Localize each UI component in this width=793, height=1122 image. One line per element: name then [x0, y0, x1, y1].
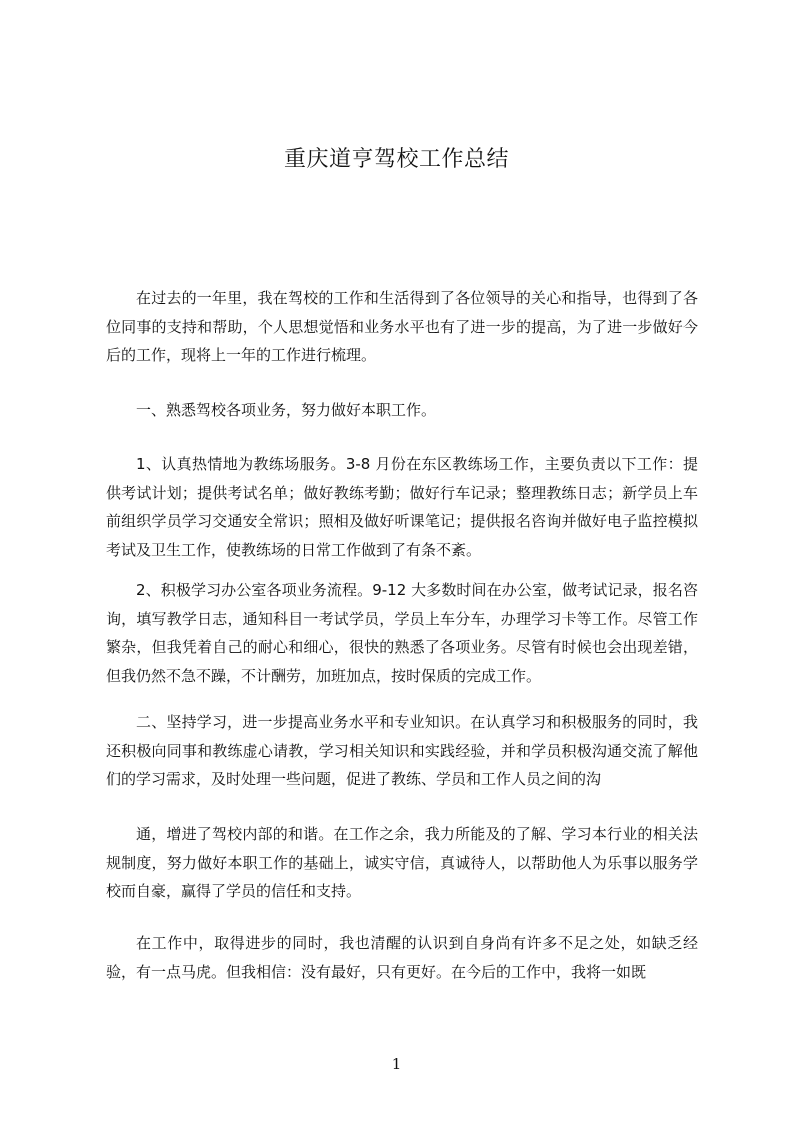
paragraph-section-2: 二、坚持学习，进一步提高业务水平和专业知识。在认真学习和积极服务的同时，我还积极向同事和教练虚心请教，学习相关知识和实践经验，并和学员积极沟通交流了解他们的学习需求，及时处理一些问题，促进了教练、学员和工作人员之间的沟 [106, 713, 698, 788]
paragraph-item-2: 2、积极学习办公室各项业务流程。9-12 大多数时间在办公室，做考试记录，报名咨询，填写教学日志，通知科目一考试学员，学员上车分车，办理学习卡等工作。尽管工作繁杂，但我凭着自己的耐心和细心，很快的熟悉了各项业务。尽管有时候也会出现差错，但我仍然不急不躁，不计酬劳，加班加点，按时保质的完成工作。 [106, 581, 698, 685]
paragraph-intro: 在过去的一年里，我在驾校的工作和生活得到了各位领导的关心和指导，也得到了各位同事的支持和帮助，个人思想觉悟和业务水平也有了进一步的提高，为了进一步做好今后的工作，现将上一年的工作进行梳理。 [106, 289, 698, 364]
paragraph-item-1: 1、认真热情地为教练场服务。3-8 月份在东区教练场工作，主要负责以下工作：提供考试计划；提供考试名单；做好教练考勤；做好行车记录；整理教练日志；新学员上车前组织学员学习交通安全常识；照相及做好听课笔记；提供报名咨询并做好电子监控模拟考试及卫生工作，使教练场的日常工作做到了有条不紊。 [106, 455, 698, 559]
paragraph-continuation: 通，增进了驾校内部的和谐。在工作之余，我力所能及的了解、学习本行业的相关法规制度，努力做好本职工作的基础上，诚实守信，真诚待人，以帮助他人为乐事以服务学校而自豪，赢得了学员的信任和支持。 [106, 825, 698, 900]
heading-section-1: 一、熟悉驾校各项业务，努力做好本职工作。 [136, 401, 437, 419]
document-title: 重庆道亨驾校工作总结 [283, 147, 509, 172]
page-number: 1 [391, 1055, 402, 1073]
paragraph-reflection: 在工作中，取得进步的同时，我也清醒的认识到自身尚有许多不足之处，如缺乏经验，有一点马虎。但我相信：没有最好，只有更好。在今后的工作中，我将一如既 [106, 934, 698, 981]
